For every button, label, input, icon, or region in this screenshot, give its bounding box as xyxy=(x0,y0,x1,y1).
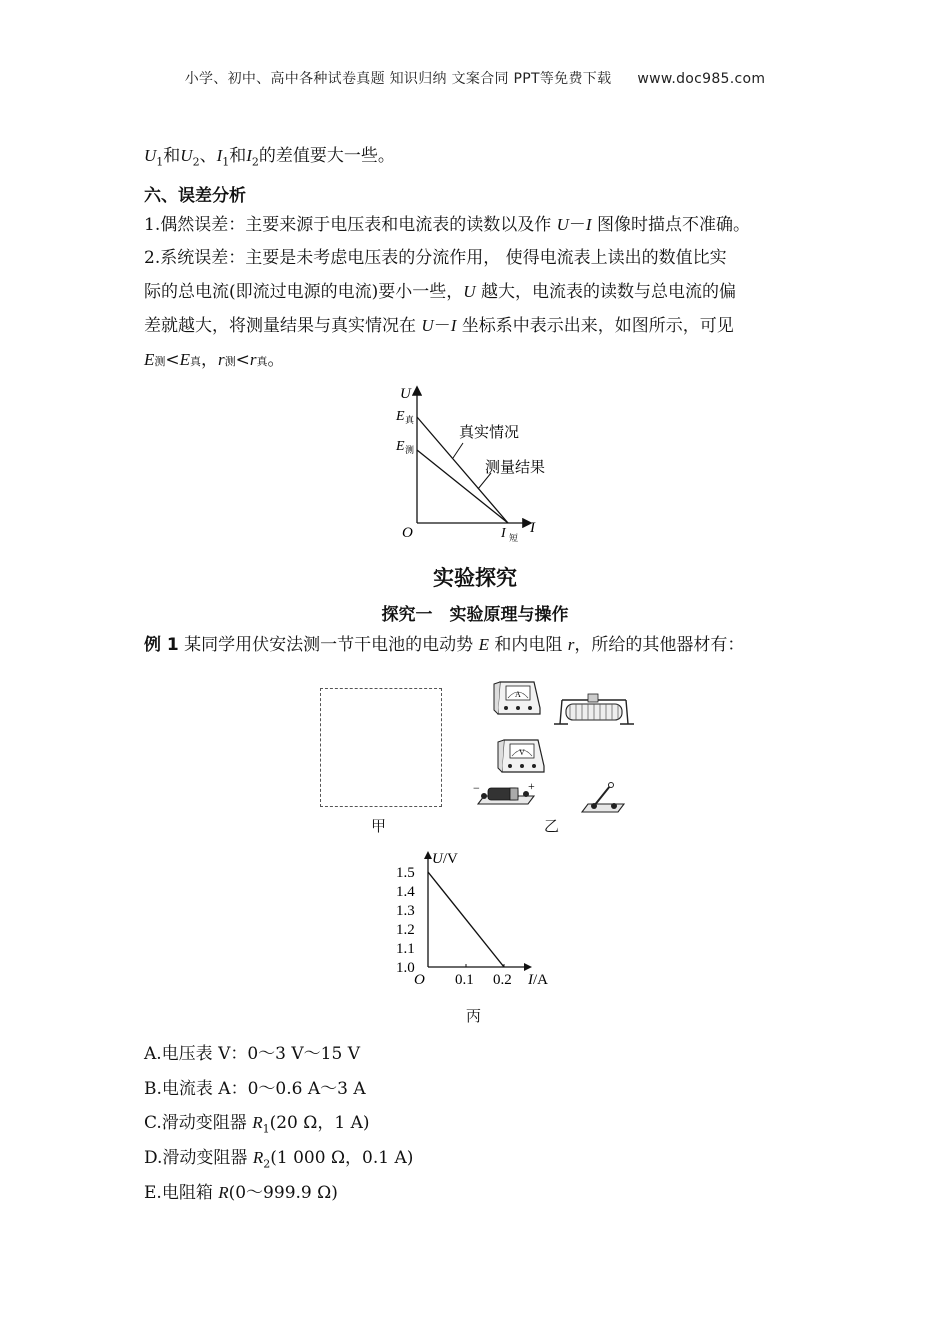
chart-origin-label: O xyxy=(414,972,425,988)
chart-series-line xyxy=(428,872,504,967)
ammeter-icon xyxy=(494,682,540,714)
intro-line: $U_1$和$U_2$、$I_1$和$I_2$的差值要大一些。 xyxy=(144,146,395,169)
true-leader xyxy=(453,443,463,458)
measured-curve-label: 测量结果 xyxy=(485,458,546,476)
origin-label: O xyxy=(402,525,413,541)
error-paragraph-2-line-2: 际的总电流(即流过电源的电流)要小一些，U 越大，电流表的读数与总电流的偏 xyxy=(144,282,736,302)
option-d: D.滑动变阻器 $R_2(1$ 000 Ω，0.1 A) xyxy=(144,1148,414,1171)
e-meas-sub: 测 xyxy=(405,446,415,456)
chart-y-tick-label: 1.2 xyxy=(396,922,415,938)
i-short-sub: 短 xyxy=(509,534,519,544)
header-text: 小学、初中、高中各种试卷真题 知识归纳 文案合同 PPT等免费下载 xyxy=(184,71,612,87)
chart-y-tick-label: 1.5 xyxy=(396,865,415,881)
battery-minus: − xyxy=(473,781,480,795)
ammeter-letter: A xyxy=(515,690,521,699)
option-b: B.电流表 A：0～0.6 A～3 A xyxy=(144,1079,366,1099)
example-1: 例 1 某同学用伏安法测一节干电池的电动势 E 和内电阻 r，所给的其他器材有： xyxy=(144,635,745,655)
e-true-sub: 真 xyxy=(405,416,415,426)
i-axis-label: I xyxy=(530,520,535,536)
chart-x-axis-label: I/A xyxy=(528,972,548,988)
voltmeter-icon xyxy=(498,740,544,772)
header-site[interactable]: www.doc985.com xyxy=(637,71,766,87)
chart-y-arrow xyxy=(424,851,432,859)
i-short-label: I xyxy=(501,526,506,541)
chart-y-tick-label: 1.1 xyxy=(396,941,415,957)
battery-plus: + xyxy=(528,779,535,793)
battery-icon xyxy=(473,779,535,804)
voltmeter-letter: V xyxy=(519,748,525,757)
chart-x-tick-label: 0.2 xyxy=(493,972,512,988)
chart-y-axis-label: U/V xyxy=(432,851,458,867)
error-paragraph-2-line-1: 2.系统误差：主要是未考虑电压表的分流作用， 使得电流表上读出的数值比实 xyxy=(144,248,727,268)
subsection-title: 探究一 实验原理与操作 xyxy=(381,605,569,625)
figure-bing-caption: 丙 xyxy=(466,1007,482,1025)
page-header xyxy=(0,68,950,88)
option-c: C.滑动变阻器 $R_1(20$ Ω，1 A) xyxy=(144,1113,370,1136)
option-a: A.电压表 V：0～3 V～15 V xyxy=(144,1044,360,1064)
e-true-label: E xyxy=(396,409,405,424)
true-curve-label: 真实情况 xyxy=(459,423,520,441)
section-heading-error: 六、误差分析 xyxy=(144,186,246,206)
switch-icon xyxy=(582,783,624,813)
option-e: E.电阻箱 R(0～999.9 Ω) xyxy=(144,1183,338,1203)
equipment-figure xyxy=(470,672,650,832)
circuit-diagram-placeholder xyxy=(320,688,442,807)
ui-error-graph xyxy=(380,380,580,550)
chart-x-tick-label: 0.1 xyxy=(455,972,474,988)
chart-y-tick-label: 1.3 xyxy=(396,903,415,919)
example-label: 例 1 xyxy=(144,635,179,655)
section-title: 实验探究 xyxy=(433,566,517,590)
chart-x-arrow xyxy=(524,963,532,971)
chart-y-tick-label: 1.0 xyxy=(396,960,415,976)
figure-jia-caption: 甲 xyxy=(371,817,387,835)
ui-chart xyxy=(388,845,568,995)
error-paragraph-1: 1.偶然误差：主要来源于电压表和电流表的读数以及作 U－I 图像时描点不准确。 xyxy=(144,215,750,235)
e-meas-label: E xyxy=(396,439,405,454)
error-paragraph-2-line-4: E测<E真，r测<r真。 xyxy=(144,350,285,370)
u-axis-label: U xyxy=(400,386,411,402)
chart-y-tick-label: 1.4 xyxy=(396,884,415,900)
figure-yi-caption: 乙 xyxy=(544,817,560,835)
error-paragraph-2-line-3: 差就越大，将测量结果与真实情况在 U－I 坐标系中表示出来，如图所示，可见 xyxy=(144,316,734,336)
rheostat-icon xyxy=(554,694,634,724)
